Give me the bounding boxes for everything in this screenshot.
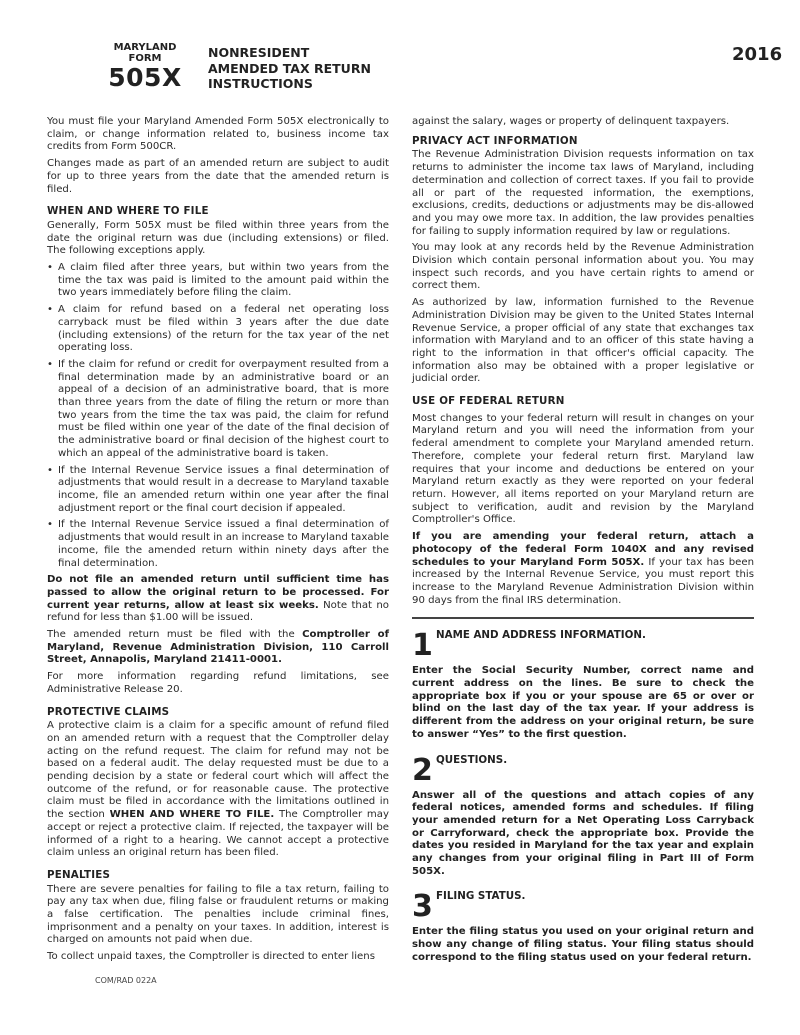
intro-paragraph-2: Changes made as part of an amended return are subject to audit for up to three years from the date that the amended return is filed.: [47, 158, 389, 195]
address-lead: The amended return must be filed with the: [47, 629, 303, 641]
list-item: • If the claim for refund or credit for overpayment resulted from a final determination made by an administrative board or an appeal of a decision of an administrative board, that is more than three years from the date of filing the return or more than two years from the time the tax was paid, the claim for refund must be filed within one year of the date of the final decision of the administrative board or final decision of the highest court to which an appeal of the administrative board is taken.: [47, 359, 389, 461]
protective-text-pre: A protective claim is a claim for a specific amount of refund filed on an amended return with a request that the Comptroller delay acting on the refund request. The claim for refund may not be based on a federal audit. The delay requested must be due to a pending decision by a state or federal court which will affect the outcome of the refund, or for reasonable cause. The protective claim must be filed in accordance with the limitations outlined in the section: [47, 720, 389, 821]
right-column: [412, 116, 754, 975]
step-title: FILING STATUS.: [436, 890, 526, 903]
protective-text-bold: WHEN AND WHERE TO FILE.: [109, 809, 275, 821]
document-title: [208, 45, 371, 92]
do-not-file-rest: Note that no refund for less than $1.00 will be issued.: [47, 599, 390, 624]
federal-return-paragraph-1: Most changes to your federal return will result in changes on your Maryland return and you will need the information from your federal amendment to complete your Maryland amended return. Therefore, complete your federal return first. Maryland law requires that your income and deductions be entered on your Maryland return exactly as they were reported on your federal return. However, all items reported on your Maryland return are subject to verification, audit and revision by the Maryland Comptroller's Office.: [412, 412, 754, 526]
federal-return-paragraph-2: [412, 531, 754, 607]
mailing-address-paragraph: [47, 629, 389, 667]
form-id-block: [100, 42, 190, 91]
privacy-heading: PRIVACY ACT INFORMATION: [412, 134, 578, 147]
step-3-text: Enter the filing status you used on your original return and show any change of filing status. Your filing status should correspond to the filing status used on your federal return.: [412, 926, 754, 963]
section-divider: [412, 617, 754, 619]
liens-text: To collect unpaid taxes, the Comptroller is directed to enter liens: [47, 951, 375, 963]
form-number: 505X: [108, 63, 182, 92]
when-where-text: Generally, Form 505X must be filed within three years from the date the original return was due (including extensions) or filed. The following exceptions apply.: [47, 219, 389, 257]
step-number: 3: [412, 889, 433, 925]
left-column: [47, 116, 389, 968]
more-info-paragraph: For more information regarding refund limitations, see Administrative Release 20.: [47, 671, 389, 695]
do-not-file-bold: Do not file an amended return until sufficient time has passed to allow the original return to be processed. For current year returns, allow at least six weeks.: [47, 574, 389, 611]
federal-return-heading: USE OF FEDERAL RETURN: [412, 395, 565, 408]
step-2-header: [412, 752, 754, 786]
protective-claims-heading: PROTECTIVE CLAIMS: [47, 705, 170, 718]
form-label: FORM: [128, 53, 162, 64]
protective-claims-text: [47, 720, 389, 860]
list-item: • A claim for refund based on a federal net operating loss carryback must be filed within 3 years after the due date (including extensions) of the return for the tax year of the net operating loss.: [47, 304, 389, 355]
privacy-paragraph-3: As authorized by law, information furnished to the Revenue Administration Division may be given to the United States Internal Revenue Service, a proper official of any state that exchanges tax information with Maryland and to an officer of this state having a right to the information in that officer's official capacity. The information also may be obtained with a proper legislative or judicial order.: [412, 297, 754, 385]
title-line-3: INSTRUCTIONS: [208, 76, 313, 91]
federal-return-rest: If your tax has been increased by the Internal Revenue Service, you must report this increase to the Maryland Revenue Administration Division within 90 days from the final IRS determination.: [412, 556, 754, 606]
step-title: QUESTIONS.: [436, 753, 508, 766]
list-item: • If the Internal Revenue Service issues a final determination of adjustments that would result in a decrease to Maryland taxable income, file an amended return within one year after the final adjustment report or the final court decision if appealed.: [47, 465, 389, 516]
exceptions-list: [47, 262, 389, 570]
penalties-heading: PENALTIES: [47, 868, 111, 881]
liens-continued: against the salary, wages or property of delinquent taxpayers.: [412, 116, 730, 127]
mailing-address: Comptroller of Maryland, Revenue Administration Division, 110 Carroll Street, Annapolis, Maryland 21411-0001.: [47, 629, 389, 666]
list-item: • A claim filed after three years, but within two years from the time the tax was paid is limited to the amount paid within the two years immediately before filing the claim.: [47, 262, 389, 300]
title-line-1: NONRESIDENT: [208, 45, 310, 60]
protective-text-post: The Comptroller may accept or reject a protective claim. If rejected, the taxpayer will be informed of a right to a hearing. We cannot accept a protective claim unless an original return has been filed.: [47, 809, 389, 859]
step-3-header: [412, 888, 754, 925]
intro-paragraph-1: You must file your Maryland Amended Form 505X electronically to claim, or change information related to, business income tax credits from Form 500CR.: [47, 116, 389, 153]
when-where-heading: WHEN AND WHERE TO FILE: [47, 205, 209, 218]
step-1-header: [412, 627, 754, 664]
privacy-paragraph-1: The Revenue Administration Division requests information on tax returns to administer the income tax laws of Maryland, including determination and collection of correct taxes. If you fail to provide all or part of the requested information, the exemptions, exclusions, credits, deductions or adjustments may be dis-allowed and you may owe more tax. In addition, the law provides penalties for failing to supply information required by law or regulations.: [412, 149, 754, 237]
penalties-text: There are severe penalties for failing to file a tax return, failing to pay any tax when due, filing false or fraudulent returns or making a false certification. The penalties include criminal fines, imprisonment and a penalty on your taxes. In addition, interest is charged on amounts not paid when due.: [47, 883, 389, 946]
step-title: NAME AND ADDRESS INFORMATION.: [436, 629, 646, 642]
step-2-text: Answer all of the questions and attach copies of any federal notices, amended forms and schedules. If filing your amended return for a Net Operating Loss Carryback or Carryforward, check the appropriate box. Provide the dates you resided in Maryland for the tax year and explain any changes from your original filing in Part III of Form 505X.: [412, 789, 754, 877]
form-code-footer: COM/RAD 022A: [95, 976, 157, 985]
title-line-2: AMENDED TAX RETURN: [208, 60, 371, 76]
do-not-file-paragraph: [47, 574, 389, 625]
step-number: 1: [412, 628, 433, 664]
privacy-paragraph-2: You may look at any records held by the Revenue Administration Division which contain personal information about you. You may inspect such records, and you have certain rights to amend or correct them.: [412, 242, 754, 292]
federal-return-bold: If you are amending your federal return, attach a photocopy of the federal Form 1040X and any revised schedules to your Maryland Form 505X.: [412, 531, 754, 568]
tax-year: 2016: [732, 44, 783, 65]
step-1-text: Enter the Social Security Number, correct name and current address on the lines. Be sure to check the appropriate box if you or your spouse are 65 or over or blind on the last day of the tax year. If your address is different from the address on your original return, be sure to answer “Yes” to the first question.: [412, 665, 754, 740]
list-item: • If the Internal Revenue Service issued a final determination of adjustments that would result in an increase to Maryland taxable income, file the amended return within ninety days after the final determination.: [47, 519, 389, 570]
state-label: MARYLAND: [113, 42, 177, 53]
step-number: 2: [412, 752, 433, 788]
